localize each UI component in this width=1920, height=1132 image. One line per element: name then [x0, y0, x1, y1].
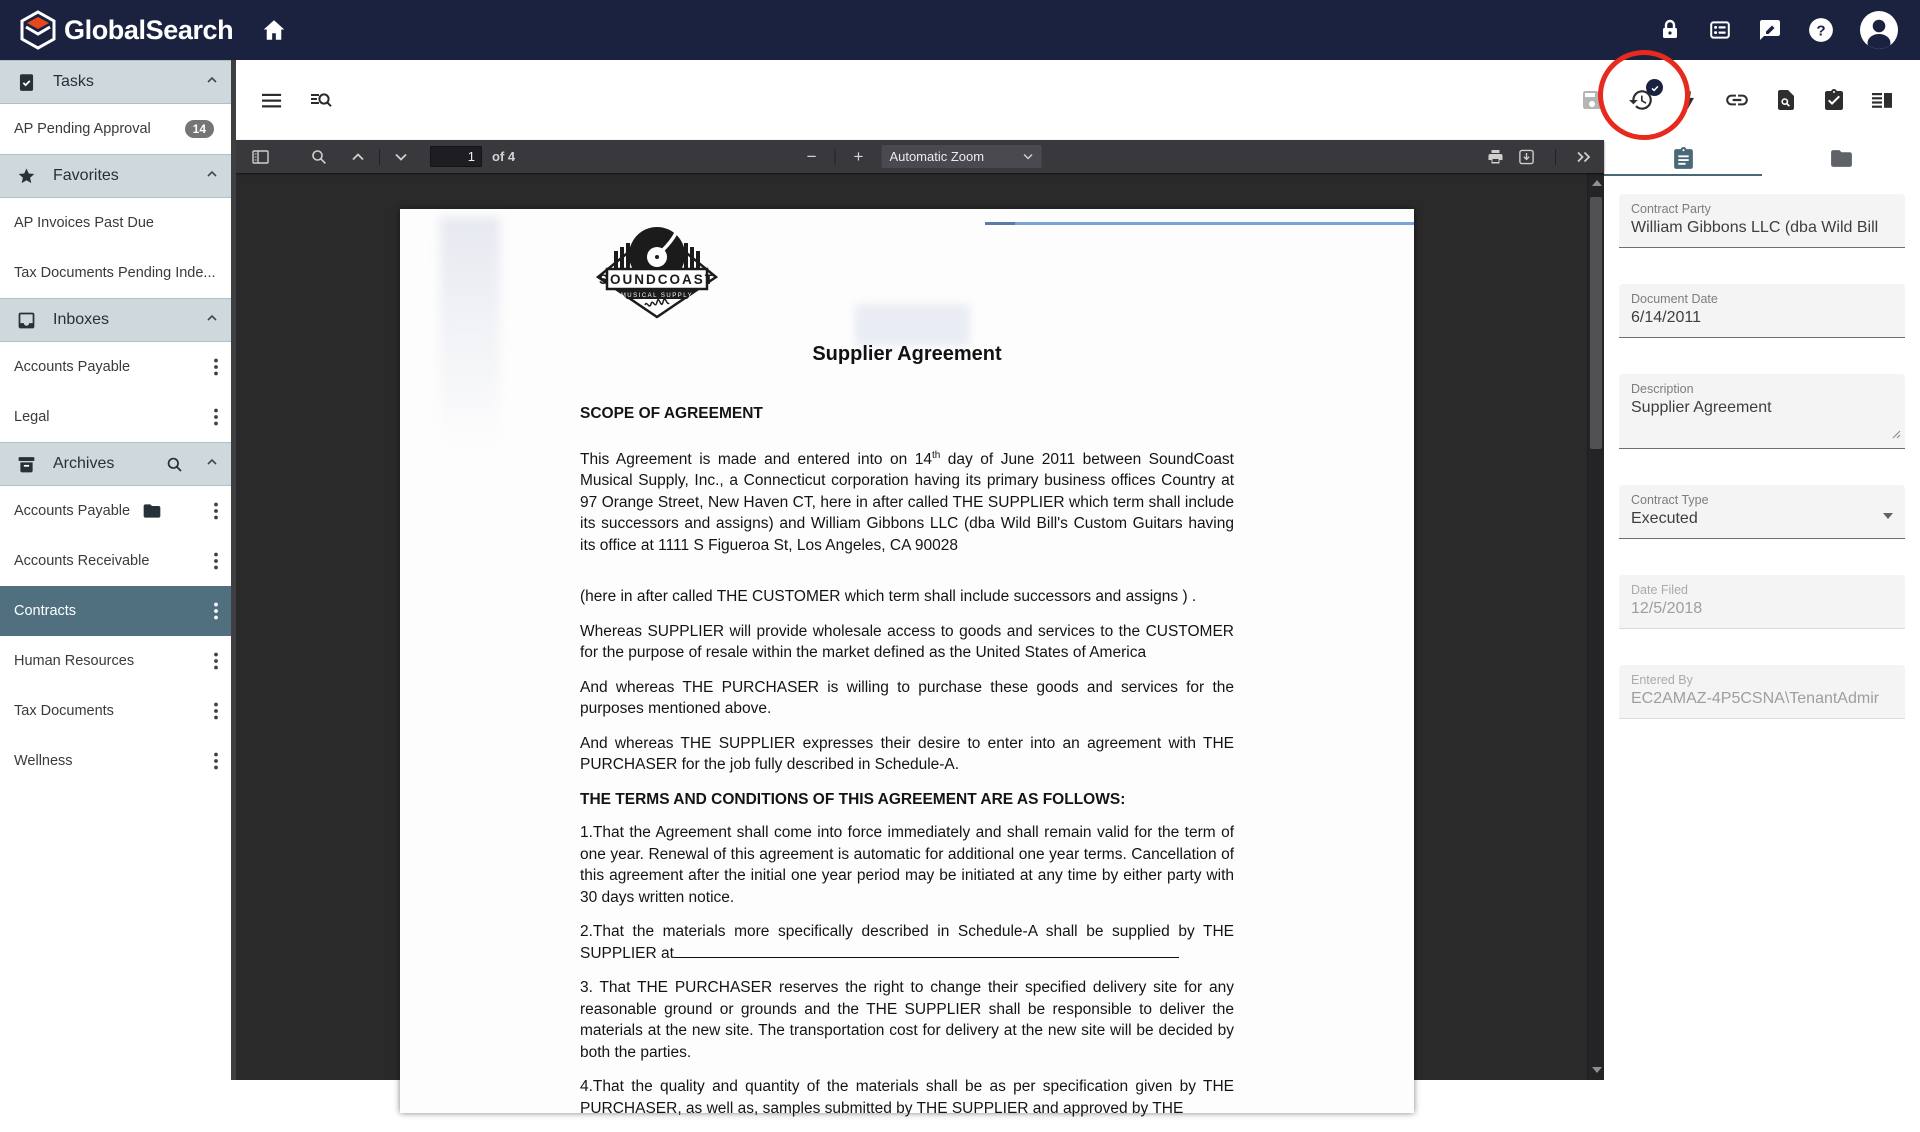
kebab-menu-icon[interactable]	[210, 552, 222, 570]
sidebar-item-archive-human-resources[interactable]: Human Resources	[0, 636, 236, 686]
zoom-level-select[interactable]: Automatic Zoom	[881, 145, 1041, 168]
document-title: Supplier Agreement	[812, 343, 1002, 365]
sidebar-item-archive-tax-documents[interactable]: Tax Documents	[0, 686, 236, 736]
search-icon[interactable]	[165, 455, 184, 474]
sidebar-item-archive-contracts[interactable]: Contracts	[0, 586, 236, 636]
count-badge: 14	[185, 120, 214, 138]
dropdown-caret-icon[interactable]	[1883, 513, 1893, 519]
chevron-down-icon	[1022, 153, 1033, 160]
field-contract-party[interactable]: Contract Party William Gibbons LLC (dba Wild Bill	[1619, 194, 1905, 248]
folder-icon	[1829, 146, 1854, 171]
scope-heading: SCOPE OF AGREEMENT	[580, 405, 763, 422]
svg-text:SOUNDCOAST: SOUNDCOAST	[598, 272, 716, 287]
navigation-sidebar	[0, 60, 236, 1080]
paragraph: And whereas THE PURCHASER is willing to purchase these goods and services for the purposes mentioned above.	[580, 678, 1234, 718]
tasks-icon	[16, 72, 37, 93]
zoom-out-icon[interactable]: −	[806, 146, 817, 166]
document-page	[400, 209, 1414, 1117]
kebab-menu-icon[interactable]	[210, 602, 222, 620]
sidebar-item-ap-invoices-past-due[interactable]: AP Invoices Past Due	[14, 215, 154, 231]
brand-title: GlobalSearch	[64, 14, 234, 45]
panel-tabs	[1604, 140, 1920, 176]
workflow-bolt-icon[interactable]	[1678, 88, 1700, 112]
active-tab-indicator	[1604, 174, 1762, 177]
index-data-panel	[1604, 140, 1920, 1080]
section-header-archives[interactable]	[0, 442, 236, 486]
viewer-scrollbar[interactable]	[1587, 173, 1604, 1080]
help-icon[interactable]	[1808, 17, 1834, 43]
top-app-bar	[0, 0, 1920, 60]
paragraph: (here in after called THE CUSTOMER which term shall include successors and assigns ) .	[580, 588, 1197, 606]
field-contract-type[interactable]: Contract Type Executed	[1619, 485, 1905, 539]
field-entered-by: Entered By EC2AMAZ-4P5CSNA\TenantAdmir	[1619, 665, 1905, 719]
history-check-badge	[1646, 79, 1663, 96]
sidebar-item-tax-documents-pending[interactable]: Tax Documents Pending Inde...	[14, 265, 216, 281]
chevron-up-icon[interactable]	[204, 166, 220, 187]
svg-text:?: ?	[1816, 22, 1826, 40]
clipboard-list-icon	[1671, 146, 1696, 171]
history-icon[interactable]	[1628, 87, 1654, 113]
document-preview-icon[interactable]	[1774, 88, 1798, 112]
pdf-scroll-area[interactable]	[236, 173, 1587, 1117]
section-label: Archives	[53, 455, 115, 472]
section-header-inboxes[interactable]	[0, 298, 236, 342]
find-in-document-icon[interactable]	[307, 149, 331, 165]
index-fields	[1604, 176, 1920, 719]
tab-index-fields[interactable]	[1604, 140, 1762, 176]
more-tools-chevrons-icon[interactable]	[1572, 151, 1596, 163]
globalsearch-logo-icon	[18, 10, 58, 50]
search-results-list-icon[interactable]	[311, 89, 333, 111]
kebab-menu-icon[interactable]	[210, 502, 222, 520]
toggle-sidebar-icon[interactable]	[248, 149, 273, 165]
document-body	[400, 403, 1414, 1132]
chevron-up-icon[interactable]	[204, 310, 220, 331]
download-icon[interactable]	[1514, 149, 1539, 165]
pdf-viewer	[236, 140, 1604, 1117]
svg-text:MUSICAL SUPPLY: MUSICAL SUPPLY	[620, 293, 694, 299]
account-avatar[interactable]	[1860, 11, 1898, 49]
term-item: 4.That the quality and quantity of the materials shall be as per specification given by THE PURCHASER, as well as, samples submitted by THE SUPPLIER and approved by THE	[580, 1078, 1234, 1117]
paragraph: Whereas SUPPLIER will provide wholesale access to goods and services to the CUSTOMER for the purpose of resale within the market defined as the United States of America	[580, 622, 1234, 662]
chevron-up-icon[interactable]	[204, 72, 220, 93]
blank-underline	[674, 954, 1179, 958]
next-page-icon[interactable]	[390, 152, 412, 162]
star-icon	[16, 166, 37, 187]
field-description[interactable]: Description Supplier Agreement	[1619, 374, 1905, 449]
link-icon[interactable]	[1724, 87, 1750, 113]
sidebar-item-archive-wellness[interactable]: Wellness	[0, 736, 236, 786]
paragraph: And whereas THE SUPPLIER expresses their desire to enter into an agreement with THE PURCHASER for the job fully described in Schedule-A.	[580, 734, 1234, 774]
scrollbar-thumb[interactable]	[1590, 197, 1602, 449]
print-icon[interactable]	[1483, 149, 1508, 165]
field-document-date[interactable]: Document Date 6/14/2011	[1619, 284, 1905, 338]
section-header-tasks[interactable]	[0, 60, 236, 104]
term-item: 1.That the Agreement shall come into force immediately and shall remain valid for the term of one year. Renewal of this agreement is automatic for additional one year terms. Cancellation of this agreement after the initial one year period may be initiated at any time by either party with 30 days written notice.	[580, 824, 1234, 906]
field-date-filed: Date Filed 12/5/2018	[1619, 575, 1905, 629]
queue-list-icon[interactable]	[1708, 18, 1732, 42]
feedback-icon[interactable]	[1758, 18, 1782, 42]
archive-icon	[16, 454, 37, 475]
scan-artifact	[855, 304, 970, 346]
menu-hamburger-icon[interactable]	[262, 90, 283, 111]
scroll-down-arrow[interactable]	[1592, 1067, 1602, 1073]
sidebar-item-archive-accounts-receivable[interactable]: Accounts Receivable	[0, 536, 236, 586]
soundcoast-logo	[592, 217, 722, 334]
sidebar-item-archive-accounts-payable[interactable]: Accounts Payable	[0, 486, 236, 536]
detail-view-icon[interactable]	[1870, 88, 1894, 112]
kebab-menu-icon[interactable]	[210, 702, 222, 720]
page-number-input[interactable]: 1	[430, 146, 482, 167]
lock-icon[interactable]	[1658, 18, 1682, 42]
save-icon	[1580, 88, 1604, 112]
sidebar-item-inbox-accounts-payable[interactable]: Accounts Payable	[0, 342, 236, 392]
folder-icon	[142, 501, 162, 521]
page-count-label: of 4	[492, 149, 516, 164]
clipboard-check-icon[interactable]	[1822, 88, 1846, 112]
tab-folder[interactable]	[1762, 140, 1920, 176]
textarea-resize-handle[interactable]	[1891, 426, 1901, 444]
kebab-menu-icon[interactable]	[210, 652, 222, 670]
paragraph: This Agreement is made and entered into on 14th day of June 2011 between SoundCoast Musical Supply, Inc., a Connecticut corporation having its primary business offices Country at 97 Orange Street, New Haven CT, here in after called THE SUPPLIER which term shall include its successors and assigns) and William Gibbons LLC (dba Wild Bill's Custom Guitars having its office at 1111 S Figueroa St, Los Angeles, CA 90028	[580, 449, 1234, 554]
scan-artifact-line	[985, 222, 1414, 225]
kebab-menu-icon[interactable]	[210, 752, 222, 770]
previous-page-icon[interactable]	[347, 152, 369, 162]
inbox-icon	[16, 310, 37, 331]
section-label: Tasks	[53, 73, 94, 90]
terms-heading: THE TERMS AND CONDITIONS OF THIS AGREEMENT ARE AS FOLLOWS:	[580, 790, 1126, 808]
section-header-favorites[interactable]	[0, 154, 236, 198]
sidebar-item-ap-pending-approval[interactable]: AP Pending Approval 14	[0, 104, 236, 154]
document-action-toolbar	[236, 60, 1920, 140]
chevron-up-icon[interactable]	[204, 454, 220, 475]
kebab-menu-icon[interactable]	[210, 408, 222, 426]
sidebar-item-inbox-legal[interactable]: Legal	[0, 392, 236, 442]
section-label: Inboxes	[53, 311, 110, 328]
section-label: Favorites	[53, 167, 119, 184]
term-item: 3. That THE PURCHASER reserves the right to change their specified delivery site for any reasonable ground or grounds and the THE SUPPLIER shall be responsible to deliver the materials at the new site. The transportation cost for delivery at the new site will be decided by both the parties.	[580, 979, 1234, 1061]
pdf-toolbar	[236, 140, 1604, 173]
term-item: 2.That the materials more specifically described in Schedule-A shall be supplied by THE SUPPLIER at	[580, 923, 1234, 962]
kebab-menu-icon[interactable]	[210, 358, 222, 376]
sidebar-scrollbar[interactable]	[231, 60, 236, 1080]
scroll-up-arrow[interactable]	[1592, 180, 1602, 186]
home-icon[interactable]	[261, 17, 287, 43]
zoom-in-icon[interactable]: +	[853, 146, 864, 166]
